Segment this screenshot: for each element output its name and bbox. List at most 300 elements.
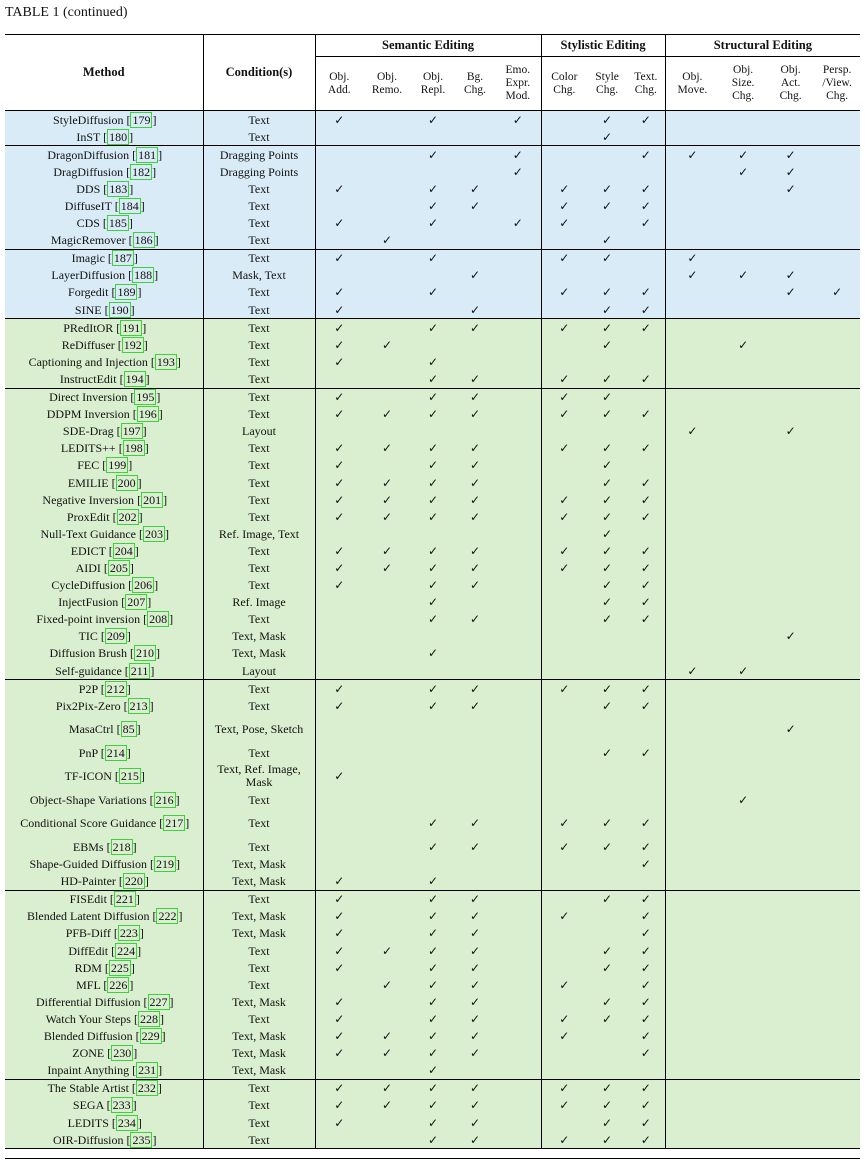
citation-link[interactable]: 191 [122, 320, 141, 335]
check-mark-icon: ✓ [602, 816, 613, 831]
cell-style-chg [587, 559, 627, 576]
cell-text-chg [627, 406, 665, 423]
check-mark-icon: ✓ [469, 698, 481, 713]
cell-obj-add [315, 925, 363, 942]
check-mark-icon: ✓ [602, 840, 613, 855]
cell-obj-add [315, 873, 363, 891]
check-mark-icon: ✓ [381, 337, 393, 352]
check-mark-icon: ✓ [602, 492, 613, 507]
check-mark-icon: ✓ [334, 390, 345, 405]
check-mark-icon: ✓ [640, 595, 651, 610]
cell-bg-chg [455, 197, 495, 214]
check-mark-icon: ✓ [427, 458, 439, 473]
method-name: Watch Your Steps [45, 1011, 131, 1026]
cell-emo-expr-mod [495, 628, 541, 645]
citation-link[interactable]: 211 [130, 663, 149, 678]
citation-link[interactable]: 230 [113, 1046, 132, 1061]
check-mark-icon: ✓ [334, 320, 345, 335]
check-mark-icon: ✓ [427, 646, 439, 661]
check-mark-icon: ✓ [640, 960, 651, 975]
cell-emo-expr-mod [495, 370, 541, 388]
cell-obj-size-chg [719, 680, 767, 698]
method-cell: EDICT [ 204 ] [5, 542, 203, 559]
cell-obj-remo [363, 1079, 411, 1097]
cell-emo-expr-mod [495, 1079, 541, 1097]
cell-text-chg [627, 370, 665, 388]
citation-link[interactable]: 196 [138, 407, 157, 422]
cell-obj-repl [411, 680, 455, 698]
cell-obj-remo [363, 406, 411, 423]
citation-link[interactable]: 215 [120, 769, 139, 784]
cell-emo-expr-mod [495, 388, 541, 406]
cell-text-chg [627, 1079, 665, 1097]
check-mark-icon: ✓ [469, 560, 481, 575]
cell-obj-repl [411, 577, 455, 594]
cell-obj-add [315, 1028, 363, 1045]
cell-color-chg [541, 838, 587, 855]
condition-cell: Text, Mask [203, 645, 315, 662]
cell-persp-view-chg [814, 1079, 860, 1097]
cell-obj-size-chg [719, 714, 767, 744]
table-row [5, 761, 860, 791]
cell-obj-move [665, 680, 719, 698]
cell-style-chg [587, 267, 627, 284]
cell-text-chg [627, 525, 665, 542]
cell-persp-view-chg [814, 353, 860, 370]
cell-text-chg [627, 336, 665, 353]
method-name: PnP [78, 745, 98, 760]
cell-style-chg [587, 993, 627, 1010]
table-row [5, 856, 860, 873]
method-cell: ProxEdit [ 202 ] [5, 508, 203, 525]
check-mark-icon: ✓ [334, 251, 345, 266]
cell-persp-view-chg [814, 388, 860, 406]
cell-obj-repl [411, 249, 455, 267]
cell-emo-expr-mod [495, 1097, 541, 1114]
cell-obj-repl [411, 976, 455, 993]
cell-style-chg [587, 838, 627, 855]
cell-obj-size-chg [719, 1114, 767, 1131]
conditions-header: Condition(s) [203, 35, 315, 111]
citation-link[interactable]: 218 [112, 840, 131, 855]
cell-obj-add [315, 232, 363, 250]
citation-link[interactable]: 225 [110, 960, 129, 975]
cell-color-chg [541, 645, 587, 662]
cell-persp-view-chg [814, 457, 860, 474]
citation-link[interactable]: 179 [132, 112, 151, 127]
check-mark-icon: ✓ [640, 1046, 651, 1061]
check-mark-icon: ✓ [427, 560, 439, 575]
cell-text-chg [627, 474, 665, 491]
cell-text-chg [627, 942, 665, 959]
method-cell: TIC [ 209 ] [5, 628, 203, 645]
cell-emo-expr-mod [495, 697, 541, 714]
citation-link[interactable]: 186 [134, 233, 153, 248]
cell-style-chg [587, 714, 627, 744]
check-mark-icon: ✓ [469, 181, 481, 196]
check-mark-icon: ✓ [334, 112, 345, 127]
cell-bg-chg [455, 761, 495, 791]
cell-obj-act-chg [767, 680, 814, 698]
cell-obj-move [665, 508, 719, 525]
cell-obj-add [315, 353, 363, 370]
cell-persp-view-chg [814, 336, 860, 353]
cell-color-chg [541, 474, 587, 491]
cell-obj-move [665, 215, 719, 232]
check-mark-icon: ✓ [602, 943, 613, 958]
citation-link[interactable]: 190 [110, 302, 129, 317]
cell-emo-expr-mod [495, 680, 541, 698]
cell-obj-add [315, 714, 363, 744]
citation-link[interactable]: 217 [165, 816, 184, 831]
citation-link[interactable]: 221 [115, 892, 134, 907]
method-cell: RDM [ 225 ] [5, 959, 203, 976]
cell-obj-move [665, 1079, 719, 1097]
cell-color-chg [541, 180, 587, 197]
method-cell: CDS [ 185 ] [5, 215, 203, 232]
cell-obj-size-chg [719, 697, 767, 714]
cell-persp-view-chg [814, 232, 860, 250]
check-mark-icon: ✓ [427, 1115, 439, 1130]
cell-text-chg [627, 215, 665, 232]
cell-obj-size-chg [719, 215, 767, 232]
cell-persp-view-chg [814, 925, 860, 942]
check-mark-icon: ✓ [559, 681, 570, 696]
cell-color-chg [541, 128, 587, 146]
cell-persp-view-chg [814, 146, 860, 164]
check-mark-icon: ✓ [785, 285, 796, 300]
check-mark-icon: ✓ [602, 578, 613, 593]
cell-text-chg [627, 993, 665, 1010]
cell-obj-repl [411, 942, 455, 959]
citation-link[interactable]: 222 [158, 909, 177, 924]
table-row [5, 1010, 860, 1027]
condition-cell: Text [203, 370, 315, 388]
citation-link[interactable]: 195 [136, 390, 155, 405]
citation-link[interactable]: 185 [108, 216, 127, 231]
cell-obj-repl [411, 1079, 455, 1097]
cell-obj-size-chg [719, 388, 767, 406]
check-mark-icon: ✓ [334, 960, 345, 975]
cell-emo-expr-mod [495, 959, 541, 976]
check-mark-icon: ✓ [559, 216, 570, 231]
cell-bg-chg [455, 925, 495, 942]
citation-link[interactable]: 235 [132, 1132, 151, 1147]
citation-link[interactable]: 209 [106, 629, 125, 644]
cell-obj-add [315, 128, 363, 146]
cell-obj-repl [411, 628, 455, 645]
citation-link[interactable]: 184 [120, 199, 139, 214]
table-row [5, 577, 860, 594]
cell-obj-size-chg [719, 1045, 767, 1062]
table-row [5, 440, 860, 457]
check-mark-icon: ✓ [559, 840, 570, 855]
method-cell: Inpaint Anything [ 231 ] [5, 1062, 203, 1080]
cell-obj-add [315, 838, 363, 855]
check-mark-icon: ✓ [469, 320, 481, 335]
method-cell: FISEdit [ 221 ] [5, 890, 203, 908]
cell-persp-view-chg [814, 406, 860, 423]
check-mark-icon: ✓ [785, 181, 796, 196]
citation-link[interactable]: 210 [135, 646, 154, 661]
cell-obj-size-chg [719, 336, 767, 353]
cell-persp-view-chg [814, 1097, 860, 1114]
cell-obj-remo [363, 908, 411, 925]
cell-obj-act-chg [767, 491, 814, 508]
cell-bg-chg [455, 791, 495, 808]
cell-obj-move [665, 838, 719, 855]
cell-emo-expr-mod [495, 908, 541, 925]
method-name: DragDiffusion [53, 164, 124, 179]
cell-obj-add [315, 908, 363, 925]
cell-obj-size-chg [719, 761, 767, 791]
citation-link[interactable]: 212 [106, 681, 125, 696]
citation-link[interactable]: 220 [124, 874, 143, 889]
cell-obj-remo [363, 993, 411, 1010]
method-name: PRedItOR [63, 320, 114, 335]
citation-link[interactable]: 192 [123, 337, 142, 352]
citation-link[interactable]: 213 [129, 698, 148, 713]
check-mark-icon: ✓ [427, 840, 439, 855]
cell-text-chg [627, 111, 665, 129]
cell-text-chg [627, 440, 665, 457]
check-mark-icon: ✓ [512, 112, 523, 127]
cell-persp-view-chg [814, 993, 860, 1010]
cell-bg-chg [455, 697, 495, 714]
cell-obj-act-chg [767, 197, 814, 214]
cell-obj-add [315, 542, 363, 559]
cell-obj-act-chg [767, 942, 814, 959]
cell-color-chg [541, 1010, 587, 1027]
cell-style-chg [587, 249, 627, 267]
cell-style-chg [587, 370, 627, 388]
citation-link[interactable]: 208 [149, 612, 168, 627]
citation-link[interactable]: 182 [132, 164, 151, 179]
check-mark-icon: ✓ [427, 407, 439, 422]
cell-obj-act-chg [767, 457, 814, 474]
citation-link[interactable]: 189 [117, 285, 136, 300]
table-row [5, 1062, 860, 1080]
cell-obj-add [315, 370, 363, 388]
cell-obj-move [665, 406, 719, 423]
table-row [5, 232, 860, 250]
cell-obj-repl [411, 993, 455, 1010]
citation-link[interactable]: 198 [124, 441, 143, 456]
citation-link[interactable]: 219 [155, 857, 174, 872]
cell-obj-act-chg [767, 594, 814, 611]
cell-obj-act-chg [767, 611, 814, 628]
citation-link[interactable]: 183 [109, 181, 128, 196]
cell-color-chg [541, 680, 587, 698]
table-row [5, 525, 860, 542]
cell-color-chg [541, 993, 587, 1010]
citation-link[interactable]: 229 [141, 1029, 160, 1044]
citation-link[interactable]: 197 [122, 424, 141, 439]
method-name: PFB-Diff [65, 926, 111, 941]
cell-obj-act-chg [767, 353, 814, 370]
cell-obj-move [665, 457, 719, 474]
cell-obj-size-chg [719, 993, 767, 1010]
method-name: InjectFusion [58, 595, 119, 610]
citation-link[interactable]: 207 [127, 595, 146, 610]
cell-style-chg [587, 215, 627, 232]
cell-emo-expr-mod [495, 791, 541, 808]
cell-obj-act-chg [767, 791, 814, 808]
check-mark-icon: ✓ [427, 216, 439, 231]
cell-obj-remo [363, 319, 411, 337]
cell-text-chg [627, 1028, 665, 1045]
citation-link[interactable]: 181 [138, 147, 157, 162]
condition-cell: Text [203, 890, 315, 908]
table-row [5, 180, 860, 197]
cell-text-chg [627, 808, 665, 838]
check-mark-icon: ✓ [640, 612, 651, 627]
method-cell: PRedItOR [ 191 ] [5, 319, 203, 337]
cell-color-chg [541, 406, 587, 423]
check-mark-icon: ✓ [334, 1115, 345, 1130]
check-mark-icon: ✓ [640, 698, 651, 713]
citation-link[interactable]: 231 [138, 1063, 157, 1078]
cell-text-chg [627, 232, 665, 250]
cell-emo-expr-mod [495, 1062, 541, 1080]
citation-link[interactable]: 202 [118, 509, 137, 524]
cell-obj-size-chg [719, 180, 767, 197]
citation-link[interactable]: 233 [112, 1098, 131, 1113]
check-mark-icon: ✓ [469, 612, 481, 627]
check-mark-icon: ✓ [640, 475, 651, 490]
citation-link[interactable]: 201 [143, 492, 162, 507]
cell-text-chg [627, 1131, 665, 1149]
citation-link[interactable]: 226 [109, 977, 128, 992]
citation-link[interactable]: 214 [106, 745, 125, 760]
cell-obj-remo [363, 232, 411, 250]
citation-link[interactable]: 204 [114, 543, 133, 558]
cell-style-chg [587, 890, 627, 908]
method-cell: SINE [ 190 ] [5, 301, 203, 319]
cell-obj-repl [411, 180, 455, 197]
table-row [5, 680, 860, 698]
table-row [5, 336, 860, 353]
cell-obj-repl [411, 761, 455, 791]
citation-link[interactable]: 193 [156, 354, 175, 369]
cell-bg-chg [455, 406, 495, 423]
cell-obj-act-chg [767, 714, 814, 744]
condition-cell: Text [203, 197, 315, 214]
column-header-obj-add: Obj. Add. [327, 70, 351, 96]
citation-link[interactable]: 205 [109, 560, 128, 575]
cell-obj-add [315, 611, 363, 628]
citation-link[interactable]: 200 [117, 475, 136, 490]
method-cell: Imagic [ 187 ] [5, 249, 203, 267]
cell-bg-chg [455, 353, 495, 370]
check-mark-icon: ✓ [469, 1115, 481, 1130]
citation-link[interactable]: 85 [122, 722, 135, 737]
check-mark-icon: ✓ [334, 1011, 345, 1026]
citation-link[interactable]: 216 [155, 792, 174, 807]
cell-obj-act-chg [767, 406, 814, 423]
citation-link[interactable]: 199 [108, 458, 127, 473]
cell-text-chg [627, 353, 665, 370]
check-mark-icon: ✓ [469, 909, 481, 924]
cell-obj-add [315, 761, 363, 791]
condition-cell: Text [203, 976, 315, 993]
method-name: LayerDiffusion [51, 268, 126, 283]
check-mark-icon: ✓ [602, 745, 613, 760]
check-mark-icon: ✓ [469, 681, 481, 696]
table-row [5, 474, 860, 491]
citation-link[interactable]: 224 [117, 943, 136, 958]
method-cell: AIDI [ 205 ] [5, 559, 203, 576]
check-mark-icon: ✓ [427, 1046, 439, 1061]
cell-obj-add [315, 406, 363, 423]
cell-emo-expr-mod [495, 474, 541, 491]
cell-color-chg [541, 146, 587, 164]
cell-emo-expr-mod [495, 353, 541, 370]
cell-emo-expr-mod [495, 128, 541, 146]
cell-obj-repl [411, 791, 455, 808]
check-mark-icon: ✓ [602, 698, 613, 713]
method-name: Conditional Score Guidance [20, 816, 157, 831]
cell-obj-move [665, 128, 719, 146]
cell-obj-size-chg [719, 111, 767, 129]
cell-obj-act-chg [767, 1062, 814, 1080]
citation-link[interactable]: 234 [117, 1115, 136, 1130]
check-mark-icon: ✓ [427, 960, 439, 975]
check-mark-icon: ✓ [427, 354, 439, 369]
cell-bg-chg [455, 714, 495, 744]
cell-persp-view-chg [814, 697, 860, 714]
method-cell: Object-Shape Variations [ 216 ] [5, 791, 203, 808]
cell-obj-repl [411, 959, 455, 976]
method-cell: MasaCtrl [ 85 ] [5, 714, 203, 744]
cell-obj-size-chg [719, 406, 767, 423]
citation-link[interactable]: 232 [137, 1081, 156, 1096]
citation-link[interactable]: 206 [134, 578, 153, 593]
condition-cell: Layout [203, 423, 315, 440]
cell-color-chg [541, 697, 587, 714]
citation-link[interactable]: 187 [113, 251, 132, 266]
cell-obj-size-chg [719, 1131, 767, 1149]
cell-emo-expr-mod [495, 406, 541, 423]
cell-obj-repl [411, 645, 455, 662]
citation-link[interactable]: 194 [125, 371, 144, 386]
method-cell: Shape-Guided Diffusion [ 219 ] [5, 856, 203, 873]
cell-persp-view-chg [814, 594, 860, 611]
method-cell: DDS [ 183 ] [5, 180, 203, 197]
cell-persp-view-chg [814, 959, 860, 976]
citation-link[interactable]: 227 [149, 994, 168, 1009]
condition-cell: Layout [203, 662, 315, 680]
check-mark-icon: ✓ [381, 560, 393, 575]
citation-link[interactable]: 180 [109, 129, 128, 144]
citation-link[interactable]: 188 [134, 268, 153, 283]
methods-table [5, 34, 860, 1149]
check-mark-icon: ✓ [785, 722, 796, 737]
cell-obj-repl [411, 128, 455, 146]
citation-link[interactable]: 228 [139, 1011, 158, 1026]
method-cell: LEDITS++ [ 198 ] [5, 440, 203, 457]
citation-link[interactable]: 203 [144, 526, 163, 541]
check-mark-icon: ✓ [334, 892, 345, 907]
check-mark-icon: ✓ [427, 492, 439, 507]
cell-obj-add [315, 976, 363, 993]
check-mark-icon: ✓ [640, 199, 651, 214]
method-name: LEDITS [67, 1115, 109, 1130]
citation-link[interactable]: 223 [119, 926, 138, 941]
cell-obj-move [665, 645, 719, 662]
cell-obj-act-chg [767, 1131, 814, 1149]
cell-obj-move [665, 976, 719, 993]
